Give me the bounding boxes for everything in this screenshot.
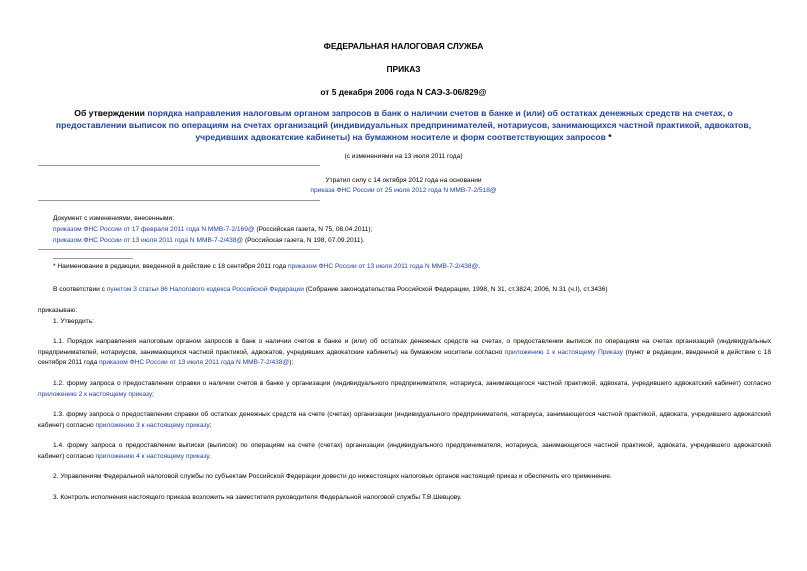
tax-code-link[interactable]: пунктом 3 статьи 86 Налогового кодекса Российской Федерации bbox=[106, 286, 304, 293]
footnote-end: . bbox=[478, 263, 480, 270]
basis-text: В соответствии с bbox=[53, 286, 107, 293]
expired-notice: Утратил силу с 14 октября 2012 года на основании bbox=[325, 177, 482, 184]
item-text: 1.4. форму запроса о предоставлении выписки (выписок) по операциям на счете (счетах) организации (индивидуального предпринимателя, нотариуса, занимающегося частной практикой, адвоката, учредившего адвокатский кабинет) согласно bbox=[38, 442, 771, 460]
approve-heading: 1. Утвердить: bbox=[53, 318, 94, 325]
divider bbox=[38, 165, 320, 166]
amendment-item bbox=[53, 236, 365, 247]
agency-name: ФЕДЕРАЛЬНАЯ НАЛОГОВАЯ СЛУЖБА bbox=[323, 41, 484, 51]
appendix-3-link[interactable]: приложению 3 к настоящему приказу bbox=[95, 421, 210, 429]
divider bbox=[38, 249, 320, 250]
item-1-1 bbox=[38, 337, 771, 369]
item-1-4 bbox=[38, 441, 771, 462]
item-text: . bbox=[209, 452, 211, 460]
appendix-4-link[interactable]: приложению 4 к настоящему приказу bbox=[95, 452, 210, 460]
amendment-item bbox=[53, 225, 372, 236]
item-text: 1.2. форму запроса о предоставлении справки о наличии счетов в банке у организации (индивидуального предпринимателя, нотариуса, занимающегося частной практикой, адвоката, учредившего адвокатский кабинет) согласно bbox=[53, 380, 771, 387]
expired-link[interactable]: приказа ФНС России от 25 июля 2012 года N ММВ-7-2/518@ bbox=[310, 187, 497, 194]
amendment-link[interactable]: приказом ФНС России от 17 февраля 2011 года N ММВ-7-2/169@ bbox=[53, 226, 255, 233]
item-1-3 bbox=[38, 410, 771, 431]
item-text: ; bbox=[152, 390, 155, 398]
footnote-divider bbox=[53, 258, 133, 259]
document-title bbox=[40, 107, 767, 143]
amendment-text: (Российская газета, N 198, 07.09.2011). bbox=[243, 237, 365, 244]
title-suffix: * bbox=[605, 132, 612, 142]
footnote bbox=[53, 262, 480, 273]
item-3: 3. Контроль исполнения настоящего приказа возложить на заместителя руководителя Федеральной налоговой службы Т.В.Шевцову. bbox=[53, 494, 462, 501]
divider bbox=[38, 200, 320, 201]
appendix-2-link[interactable]: приложению 2 к настоящему приказу bbox=[38, 390, 153, 398]
amendment-text: (Российская газета, N 75, 08.04.2011); bbox=[254, 226, 373, 233]
basis-text: (Собрание законодательства Российской Федерации, 1998, N 31, ст.3824; 2006, N 31 (ч.I), ст.3436) bbox=[303, 286, 608, 293]
item-1-2 bbox=[38, 379, 771, 400]
order-word: приказываю: bbox=[38, 307, 78, 314]
item-2: 2. Управлениям Федеральной налоговой службы по субъектам Российской Федерации довести до нижестоящих налоговых органов настоящий приказ и обеспечить его применение. bbox=[53, 473, 612, 480]
title-link[interactable]: порядка направления налоговым органом запросов в банк о наличии счетов в банке и (или) об остатках денежных средств на счетах, о предоставлении выписок по операциям на счетах организаций (индивидуальных предпринимателей, нотариусов, занимающихся частной практикой, адвокатов, учредивших адвокатские кабинеты) на бумажном носителе и форм соответствующих запросов bbox=[55, 108, 752, 142]
document-type: ПРИКАЗ bbox=[386, 64, 421, 74]
amendments-intro: Документ с изменениями, внесенными: bbox=[53, 215, 175, 222]
appendix-1-link[interactable]: приложению 1 к настоящему Приказу bbox=[504, 348, 623, 356]
item-text: 1.3. форму запроса о предоставлении справки об остатках денежных средств на счете (счетах) организации (индивидуального предпринимателя, нотариуса, занимающегося частной практикой, адвоката, учредившего адвокатский кабинет) согласно bbox=[38, 411, 771, 429]
amendment-link[interactable]: приказом ФНС России от 13 июля 2011 года N ММВ-7-2/438@ bbox=[53, 237, 244, 244]
basis-paragraph bbox=[53, 285, 773, 296]
item-text: 1.1. Порядок направления налоговым органом запросов в банк о наличии счетов в банке и (или) об остатках денежных средств на счетах, о предоставлении выписок по операциям на счетах организаций (индивидуальных предпринимателей, нотариусов, занимающихся частной практикой, адвокатов, учредивших адвокатские кабинеты) на бумажном носителе согласно bbox=[38, 338, 771, 356]
item-text: ; bbox=[209, 421, 212, 429]
document-date-number: от 5 декабря 2006 года N САЭ-3-06/829@ bbox=[320, 87, 487, 97]
title-prefix: Об утверждении bbox=[74, 108, 148, 118]
item-text: (пункт в редакции, введенной в действие с 18 сентября 2011 года bbox=[38, 348, 771, 366]
changes-note: (с изменениями на 13 июля 2011 года) bbox=[344, 153, 463, 160]
amending-order-link[interactable]: приказом ФНС России от 13 июля 2011 года N ММВ-7-2/438@ bbox=[99, 359, 290, 366]
footnote-link[interactable]: приказом ФНС России от 13 июля 2011 года N ММВ-7-2/438@ bbox=[288, 263, 479, 270]
item-text: ); bbox=[289, 359, 294, 366]
footnote-text: * Наименование в редакции, введенной в действие с 18 сентября 2011 года bbox=[53, 263, 289, 270]
